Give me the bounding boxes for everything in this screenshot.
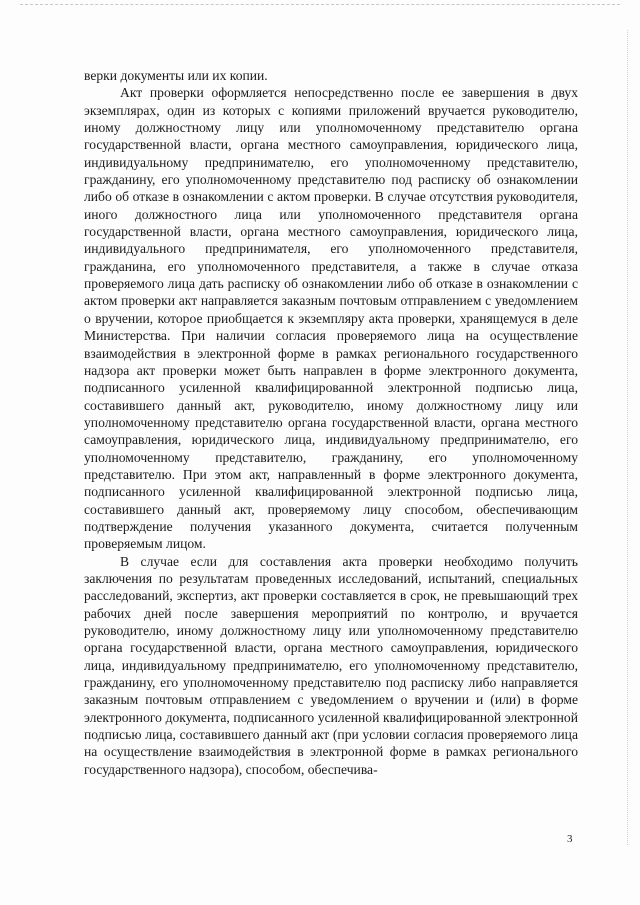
paragraph-expertise-case: В случае если для составления акта проверки необходимо получить заключения по результатам проведенных исследований, испытаний, специальных расследований, экспертиз, акт проверки составляется в срок, не превышающий трех рабочих дней после завершения мероприятий по контролю, и вручается руководителю, иному должностному лицу или уполномоченному представителю органа государственной власти, органа местного самоуправления, юридического лица, индивидуальному предпринимателю, его уполномоченному представителю, гражданину, его уполномоченному представителю под расписку либо направляется заказным почтовым отправлением с уведомлением о вручении и (или) в форме электронного документа, подписанного усиленной квалифицированной электронной подписью лица, составившего данный акт (при условии согласия проверяемого лица на осуществление взаимодействия в электронной форме в рамках регионального государственного надзора), способом, обеспечива- — [84, 553, 578, 777]
document-body — [84, 67, 578, 778]
paragraph-continuation: верки документы или их копии. — [84, 68, 268, 83]
paragraph-act-drafting: Акт проверки оформляется непосредственно после ее завершения в двух экземплярах, один из которых с копиями приложений вручается руководителю, иному должностному лицу или уполномоченному представителю органа государственной власти, органа местного самоуправления, юридического лица, индивидуальному предпринимателю, его уполномоченному представителю, гражданину, его уполномоченному представителю под расписку об ознакомлении либо об отказе в ознакомлении с актом проверки. В случае отсутствия руководителя, иного должностного лица или уполномоченного представителя органа государственной власти, органа местного самоуправления, юридического лица, индивидуального предпринимателя, его уполномоченного представителя, гражданина, его уполномоченного представителя, а также в случае отказа проверяемого лица дать расписку об ознакомлении либо об отказе в ознакомлении с актом проверки акт направляется заказным почтовым отправлением с уведомлением о вручении, которое приобщается к экземпляру акта проверки, хранящемуся в деле Министерства. При наличии согласия проверяемого лица на осуществление взаимодействия в электронной форме в рамках регионального государственного надзора акт проверки может быть направлен в форме электронного документа, подписанного усиленной квалифицированной электронной подписью лица, составившего данный акт, руководителю, иному должностному лицу или уполномоченному представителю органа государственной власти, органа местного самоуправления, юридического лица, индивидуальному предпринимателю, его уполномоченному представителю, гражданину, его уполномоченному представителю. При этом акт, направленный в форме электронного документа, подписанного усиленной квалифицированной электронной подписью лица, составившего данный акт, проверяемому лицу способом, обеспечивающим подтверждение получения указанного документа, считается полученным проверяемым лицом. — [84, 85, 578, 552]
page-number: 3 — [567, 833, 573, 845]
scan-top-edge — [20, 4, 620, 5]
scan-side-edge — [627, 30, 628, 845]
